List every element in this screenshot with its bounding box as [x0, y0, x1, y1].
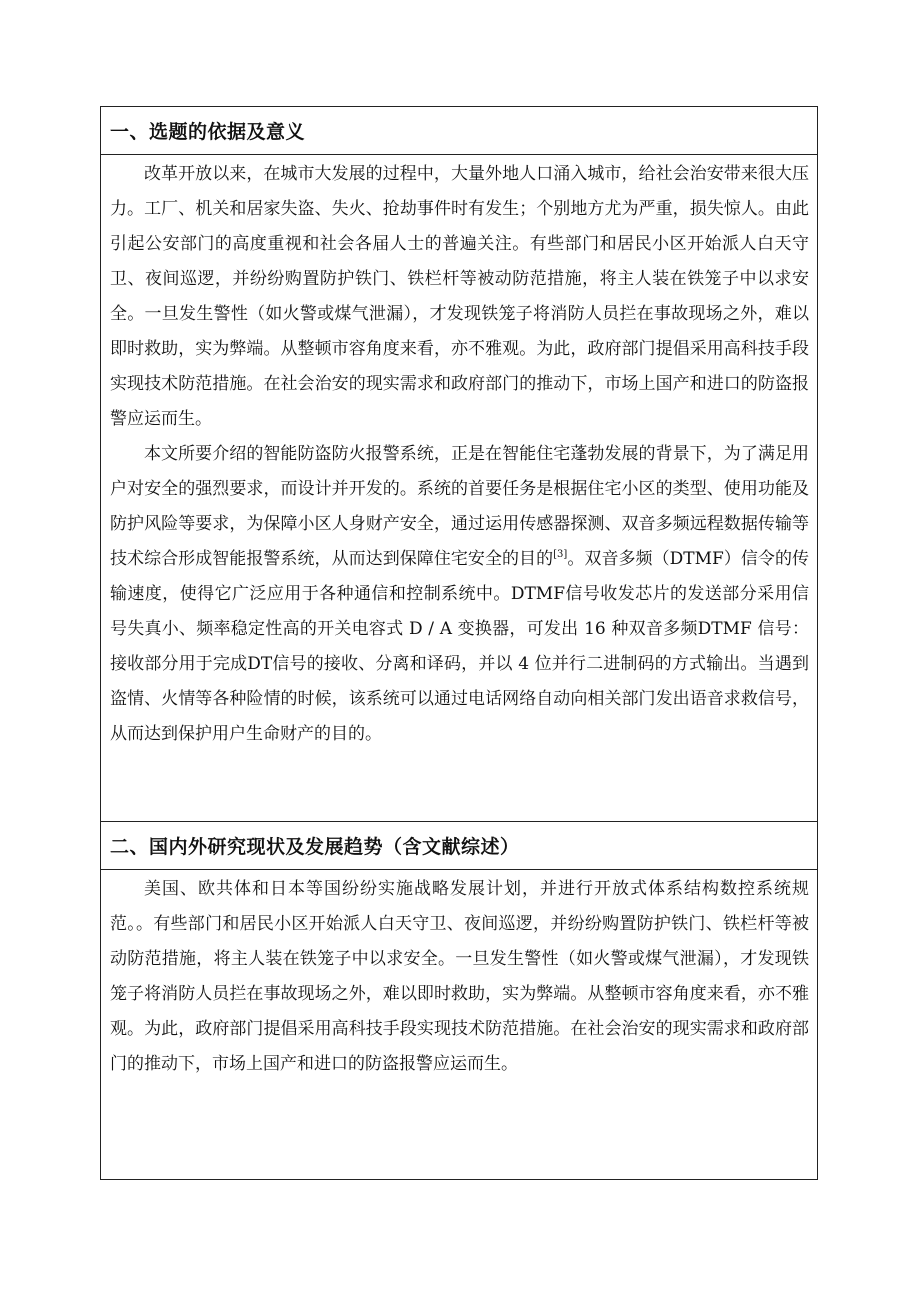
section-2-body	[101, 870, 817, 1179]
proposal-form-table	[100, 106, 818, 1180]
paragraph-2-text-a: 本文所要介绍的智能防盗防火报警系统，正是在智能住宅蓬勃发展的背景下，为了满足用户对安全的强烈要求，而设计并开发的。系统的首要任务是根据住宅小区的类型、使用功能及防护风险等要求，为保障小区人身财产安全，通过运用传感器探测、双音多频远程数据传输等技术综合形成智能报警系统，从而达到保障住宅安全的目的	[110, 444, 809, 569]
section-2-paragraph-1: 美国、欧共体和日本等国纷纷实施战略发展计划，并进行开放式体系结构数控系统规范。。有些部门和居民小区开始派人白天守卫、夜间巡逻，并纷纷购置防护铁门、铁栏杆等被动防范措施，将主人装在铁笼子中以求安全。一旦发生警性（如火警或煤气泄漏），才发现铁笼子将消防人员拦在事故现场之外，难以即时救助，实为弊端。从整顿市容角度来看，亦不雅观。为此，政府部门提倡采用高科技手段实现技术防范措施。在社会治安的现实需求和政府部门的推动下，市场上国产和进口的防盗报警应运而生。	[110, 879, 809, 1074]
paragraph-2-text-b: 。双音多频（DTMF）信令的传输速度，使得它广泛应用于各种通信和控制系统中。DTMF信号收发芯片的发送部分采用信号失真小、频率稳定性高的开关电容式 D / A 变换器，可发出 16 种双音多频DTMF 信号：接收部分用于完成DT信号的接收、分离和译码，并以 4 位并行二进制码的方式输出。当遇到盗情、火情等各种险情的时候，该系统可以通过电话网络自动向相关部门发出语音求救信号，从而达到保护用户生命财产的目的。	[110, 549, 810, 744]
section-1-paragraph-2	[110, 437, 809, 752]
citation-ref: [3]	[553, 549, 568, 560]
section-1-body	[101, 155, 817, 822]
section-2-heading: 二、国内外研究现状及发展趋势（含文献综述）	[101, 822, 817, 870]
section-1-paragraph-1: 改革开放以来，在城市大发展的过程中，大量外地人口涌入城市，给社会治安带来很大压力。工厂、机关和居家失盗、失火、抢劫事件时有发生；个别地方尤为严重，损失惊人。由此引起公安部门的高度重视和社会各届人士的普遍关注。有些部门和居民小区开始派人白天守卫、夜间巡逻，并纷纷购置防护铁门、铁栏杆等被动防范措施，将主人装在铁笼子中以求安全。一旦发生警性（如火警或煤气泄漏），才发现铁笼子将消防人员拦在事故现场之外，难以即时救助，实为弊端。从整顿市容角度来看，亦不雅观。为此，政府部门提倡采用高科技手段实现技术防范措施。在社会治安的现实需求和政府部门的推动下，市场上国产和进口的防盗报警应运而生。	[110, 164, 809, 429]
section-1-heading: 一、选题的依据及意义	[101, 107, 817, 155]
